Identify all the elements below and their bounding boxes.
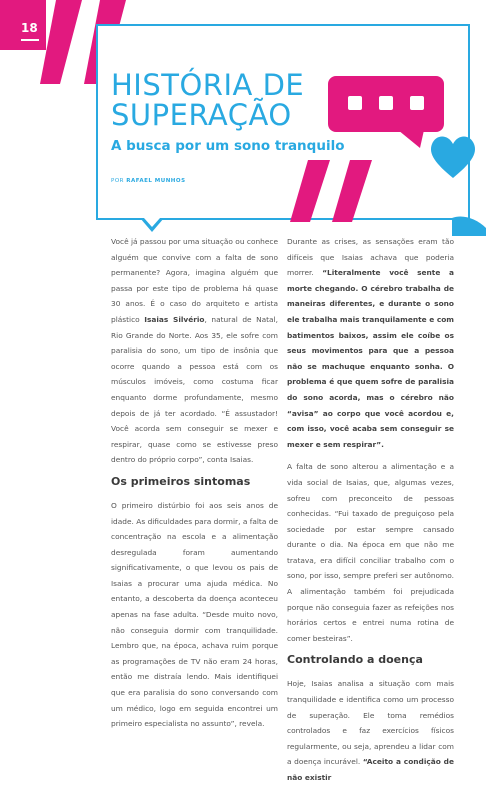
byline-author: RAFAEL MUNHOS [126, 178, 186, 184]
article-title-line-1: HISTÓRIA DE [111, 68, 305, 102]
heading-first-symptoms: Os primeiros sintomas [111, 474, 251, 488]
paragraph-first-symptoms: O primeiro distúrbio foi aos seis anos de idade. As dificuldades para dormir, a falta de concentração na escola e a alimentação desregulada foram aumentando significativamente, o que levou os pais de Isaias a procurar uma ajuda médica. No entanto, a descoberta da doença aconteceu apenas na fase adulta. “Desde muito novo, não conseguia dormir com tranquilidade. Lembro que, na época, achava ruim porque as programações de TV não eram 24 horas, então me distraía lendo. Mais identifiquei que era paralisia do sono conversando com um médico, logo em seguida encontrei um primeiro especialista no assunto”, revela. [111, 500, 278, 729]
heart-small-icon [452, 214, 486, 236]
article-title-line-2: SUPERAÇÃO [111, 98, 292, 132]
paragraph-controlling: Hoje, Isaias analisa a situação com mais tranquilidade e identifica como um processo de superação. Ele toma remédios controlados e faz exercícios físicos regularmente, ou seja, aprendeu a lidar com a doença incurável. “Aceito a condição de não existir [287, 679, 454, 782]
byline [111, 178, 186, 184]
left-column [111, 234, 278, 739]
right-column [287, 234, 454, 793]
person-name: Isaias Silvério [144, 314, 205, 324]
quote-bold: “Literalmente você sente a morte chegando. O cérebro trabalha de maneiras diferentes, e durante o sono ele trabalha mais tranquilamente e com batimentos baixos, assim ele coíbe os seus movimentos para que a pessoa não se machuque enquanto sonha. O problema é que quem sofre de paralisia do sono acorda, mas o cérebro não “avisa” ao corpo que você acordou e, com isso, você acaba sem conseguir se mexer e sem respirar”. [287, 268, 454, 449]
article-subtitle: A busca por um sono tranquilo [111, 138, 345, 154]
chat-bubble-icon [328, 76, 444, 150]
article-title [111, 70, 311, 130]
speech-bubble-tail [140, 218, 164, 232]
byline-prefix: POR [111, 178, 124, 184]
paragraph-social-life: A falta de sono alterou a alimentação e a vida social de Isaias, que, algumas vezes, sofreu com preconceito de pessoas conhecidas. “Fui taxado de preguiçoso pela sociedade por estar sempre cansado durante o dia. Na época em que não me tratava, era difícil conciliar trabalho com o sono, por isso, sempre preferi ser autônomo. A alimentação também foi prejudicada porque não conseguia fazer as refeições nos horários certos e entrei numa rotina de comer besteiras”. [287, 462, 454, 643]
quote-bold-end: “Aceito a condição de não existir [287, 757, 454, 782]
paragraph-intro: Você já passou por uma situação ou conhece alguém que convive com a falta de sono permanente? Agora, imagina alguém que passa por este tipo de problema há quase 30 anos. É o caso do arquiteto e artista plástico Isaias Silvério, natural de Natal, Rio Grande do Norte. Aos 35, ele sofre com paralisia do sono, um tipo de insônia que ocorre quando a pessoa está com os músculos imóveis, como costuma ficar enquanto dorme profundamente, mesmo depois de já ter acordado. “É assustador! Você acorda sem conseguir se mexer e respirar, quase como se estivesse preso dentro do próprio corpo”, conta Isaias. [111, 237, 278, 465]
closing-quote-mark-icon [288, 160, 374, 226]
heart-icon [428, 132, 478, 180]
paragraph-crises: Durante as crises, as sensações eram tão difíceis que Isaias achava que poderia morrer. “Literalmente você sente a morte chegando. O cérebro trabalha de maneiras diferentes, e durante o sono ele trabalha mais tranquilamente e com batimentos baixos, assim ele coíbe os seus movimentos para que a pessoa não se machuque enquanto sonha. O problema é que quem sofre de paralisia do sono acorda, mas o cérebro não “avisa” ao corpo que você acordou e, com isso, você acaba sem conseguir se mexer e sem respirar”. [287, 237, 454, 449]
heading-controlling: Controlando a doença [287, 653, 423, 667]
page-number: 18 [21, 21, 38, 35]
